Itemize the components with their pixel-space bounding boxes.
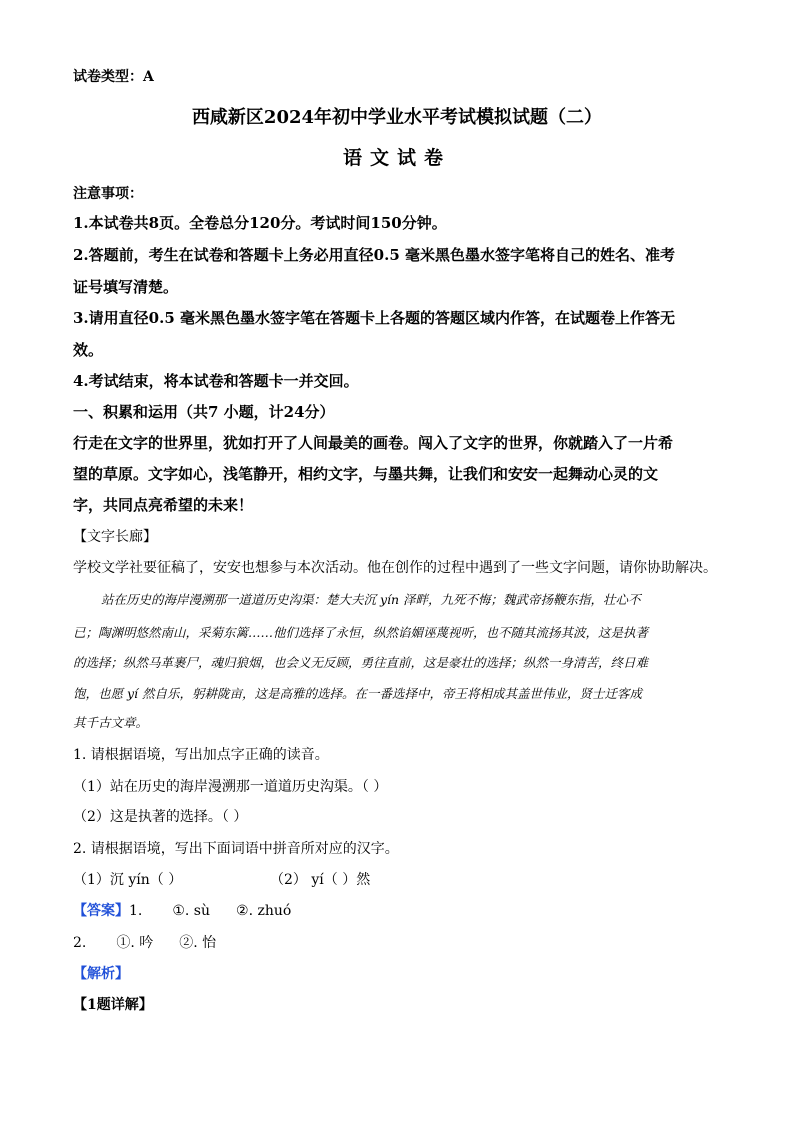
note-line: 2.答题前，考生在试卷和答题卡上务必用直径0.5 毫米黑色墨水签字笔将自己的姓名、准考: [73, 246, 675, 264]
answer-q2-number: 2.: [73, 935, 87, 951]
note-line: 证号填写清楚。: [73, 278, 179, 296]
page-title: 西咸新区2024年初中学业水平考试模拟试题（二）: [191, 107, 603, 128]
note-line: 效。: [73, 341, 104, 359]
question-1: 1. 请根据语境，写出加点字正确的读音。: [73, 747, 329, 763]
question-2-1: （1）沉 yín（ ）: [73, 872, 183, 888]
question-2-2: （2） yí（ ）然: [270, 872, 371, 888]
answer-row-1: [73, 900, 291, 920]
passage-line: 其千古文章。: [73, 715, 149, 730]
question-1-2: （2）这是执著的选择。（ ）: [73, 809, 248, 825]
section-heading: 一、积累和运用（共7 小题，计24分）: [73, 403, 335, 421]
answer-q2-b: ②. 怡: [179, 935, 217, 951]
answer-q1-b: ②. zhuó: [236, 903, 292, 919]
passage-line: 饱，也愿 yí 然自乐，躬耕陇亩，这是高雅的选择。在一番选择中，帝王将相成其盖世伟业，贤士迁客成: [73, 686, 643, 701]
page-subtitle: 语文试卷: [342, 147, 451, 169]
section-intro-line: 行走在文字的世界里，犹如打开了人间最美的画卷。闯入了文字的世界，你就踏入了一片希: [73, 434, 674, 452]
paper-type: 试卷类型：A: [73, 69, 154, 85]
note-line: 1.本试卷共8页。全卷总分120分。考试时间150分钟。: [73, 214, 447, 232]
note-line: 3.请用直径0.5 毫米黑色墨水签字笔在答题卡上各题的答题区域内作答，在试题卷上作答无: [73, 309, 675, 327]
answer-row-2: [73, 932, 216, 952]
subsection-heading: 【文字长廊】: [73, 529, 157, 545]
task-description: 学校文学社要征稿了，安安也想参与本次活动。他在创作的过程中遇到了一些文字问题，请你协助解决。: [73, 560, 717, 576]
answer-q1-a: ①. sù: [172, 903, 211, 919]
question-1-1: （1）站在历史的海岸漫溯那一道道历史沟渠。（ ）: [73, 779, 388, 795]
passage-line: 已；陶渊明悠然南山，采菊东篱……他们选择了永恒，纵然谄媚诬蔑视听，也不随其流扬其波，这是执著: [73, 625, 649, 640]
section-intro-line: 字，共同点亮希望的未来！: [73, 496, 254, 514]
analysis-label: 【解析】: [73, 966, 129, 982]
question-2: 2. 请根据语境，写出下面词语中拼音所对应的汉字。: [73, 841, 399, 857]
detail-label: 【1题详解】: [73, 997, 153, 1013]
answer-q2-a: ①. 吟: [116, 935, 154, 951]
section-intro-line: 望的草原。文字如心，浅笔静开，相约文字，与墨共舞，让我们和安安一起舞动心灵的文: [73, 465, 659, 483]
answer-q1-number: 1.: [129, 903, 143, 919]
note-line: 4.考试结束，将本试卷和答题卡一并交回。: [73, 372, 359, 390]
answer-label: 【答案】: [73, 903, 129, 919]
passage-line: 站在历史的海岸漫溯那一道道历史沟渠：楚大夫沉 yín 泽畔，九死不悔；魏武帝扬鞭东指，壮心不: [101, 592, 641, 607]
notes-heading: 注意事项：: [73, 186, 143, 202]
passage-line: 的选择；纵然马革裹尸，魂归狼烟，也会义无反顾，勇往直前，这是豪壮的选择；纵然一身清苦，终日难: [73, 655, 649, 670]
